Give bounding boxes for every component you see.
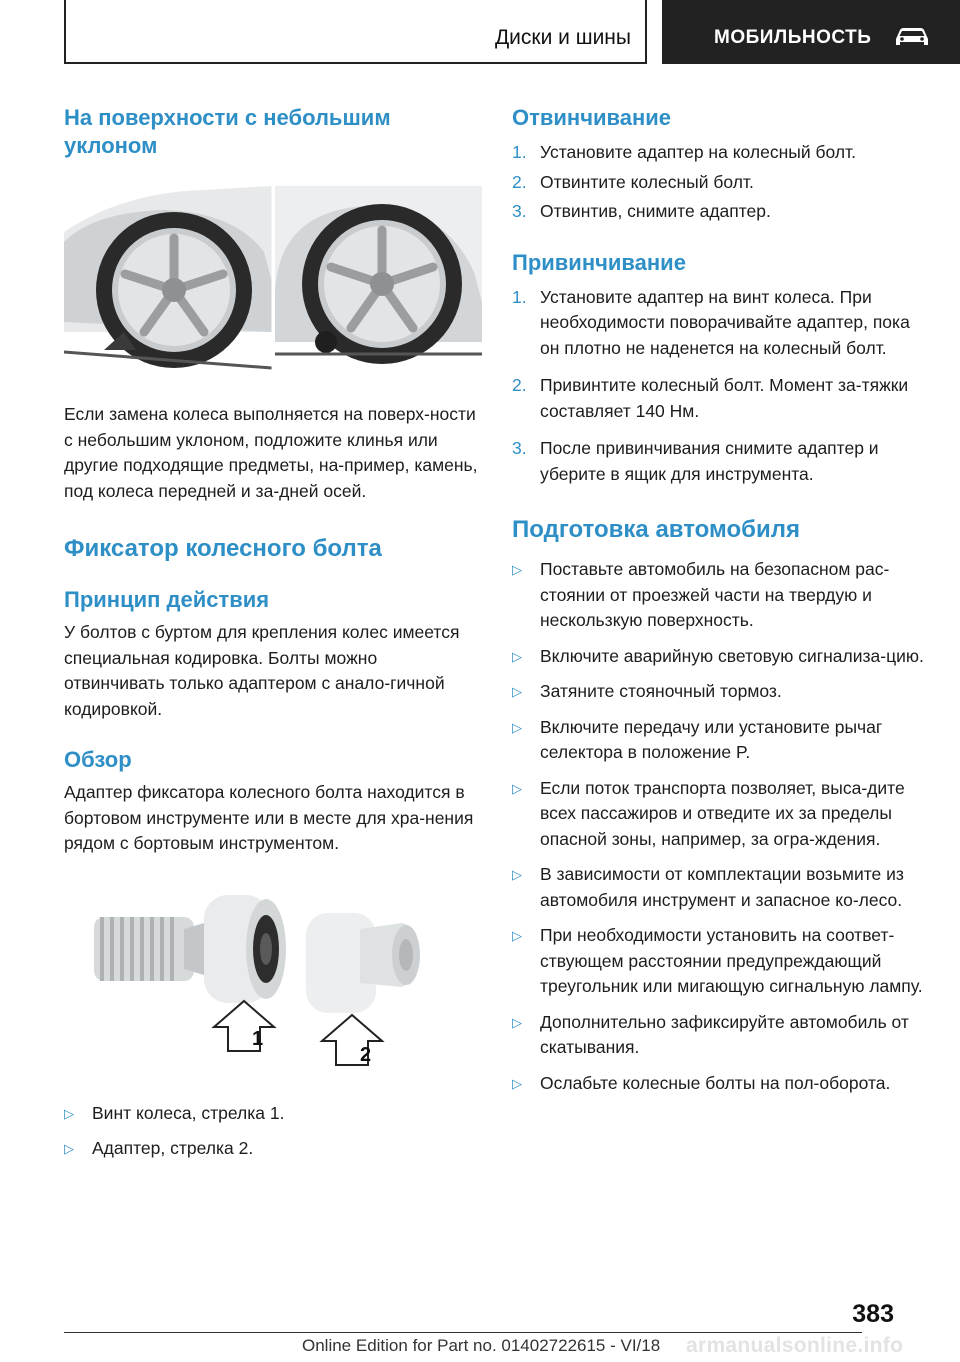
list-item: 3. После привинчивания снимите адаптер и уберите в ящик для инструмента.	[512, 438, 879, 484]
rear-wheel-photo	[275, 186, 482, 364]
footer-divider	[64, 1332, 862, 1333]
arrow-1	[214, 1001, 274, 1051]
list-item: ▷ Включите передачу или установите рычаг селектора в положение P.	[512, 716, 883, 762]
list-item: ▷ В зависимости от комплектации возьмите из автомобиля инструмент и запасное ко-лесо.	[512, 864, 904, 910]
legend-item: ▷ Адаптер, стрелка 2.	[64, 1136, 482, 1162]
watermark: armanualsonline.info	[686, 1334, 904, 1357]
left-column	[64, 104, 482, 1162]
page-number: 383	[852, 1300, 894, 1328]
overview-text: Адаптер фиксатора колесного болта находится в бортовом инструменте или в месте для хра-нения рядом с бортовым инструментом.	[64, 782, 474, 853]
arrow-label-2: 2	[360, 1043, 372, 1066]
list-item: ▷ Включите аварийную световую сигнализа-цию.	[512, 644, 928, 670]
wheel-lock-heading: Фиксатор колесного болта	[64, 535, 382, 562]
bullet-triangle-icon: ▷	[512, 684, 522, 699]
list-item: ▷ При необходимости установить на соответ-ствующем расстоянии предупреждающий треугольник или мигающую сигнальную лампу.	[512, 925, 923, 996]
figure-legend	[64, 1101, 482, 1162]
bullet-triangle-icon: ▷	[64, 1141, 74, 1156]
header-section-box	[64, 0, 647, 64]
right-column	[512, 104, 928, 1096]
wheel-bolt-illustration	[94, 895, 286, 1003]
list-item: 2. Привинтите колесный болт. Момент за-тяжки составляет 140 Нм.	[512, 375, 909, 421]
arrow-2	[322, 1015, 382, 1065]
principle-heading: Принцип действия	[64, 587, 270, 612]
slope-text: Если замена колеса выполняется на поверх-ности с небольшим уклоном, подложите клинья или другие подходящие предметы, на-пример, камень, под колеса передней и за-дней осей.	[64, 404, 478, 501]
bullet-triangle-icon: ▷	[512, 562, 522, 577]
header-chapter-title: МОБИЛЬНОСТЬ	[714, 27, 872, 48]
footer-edition: Online Edition for Part no. 01402722615 - VI/18	[302, 1336, 661, 1355]
list-item: ▷ Ослабьте колесные болты на пол-оборота.	[512, 1071, 928, 1097]
bullet-triangle-icon: ▷	[64, 1105, 74, 1121]
bullet-triangle-icon: ▷	[512, 867, 522, 882]
screw-heading: Привинчивание	[512, 249, 686, 275]
bullet-triangle-icon: ▷	[512, 928, 522, 943]
list-item: ▷ Если поток транспорта позволяет, выса-дите всех пассажиров и отведите их за пределы опасной зоны, например, за огра-ждения.	[512, 777, 905, 849]
bullet-triangle-icon: ▷	[512, 780, 522, 796]
header-section-title: Диски и шины	[494, 26, 631, 49]
list-item: ▷ Поставьте автомобиль на безопасном рас-стоянии от проезжей части на твердую и нескользкую поверхность.	[512, 559, 890, 630]
car-icon	[892, 24, 932, 48]
vehicle-prep-heading: Подготовка автомобиля	[512, 516, 800, 543]
list-item: 1. Установите адаптер на колесный болт.	[512, 142, 856, 162]
overview-heading: Обзор	[64, 747, 132, 772]
screw-steps	[512, 285, 928, 488]
bolt-adapter-figure	[64, 883, 482, 1083]
list-item: 3. Отвинтив, снимите адаптер.	[512, 201, 771, 221]
list-item: ▷ Дополнительно зафиксируйте автомобиль от скатывания.	[512, 1011, 909, 1057]
legend-item: ▷ Винт колеса, стрелка 1.	[64, 1101, 482, 1127]
wheel-chocks-figure	[64, 172, 482, 372]
slope-heading: На поверхности с небольшим уклоном	[64, 105, 391, 158]
bullet-triangle-icon: ▷	[512, 648, 522, 664]
list-item: 2. Отвинтите колесный болт.	[512, 171, 754, 192]
arrow-label-1: 1	[252, 1027, 264, 1050]
bullet-triangle-icon: ▷	[512, 719, 522, 735]
list-item: 1. Установите адаптер на винт колеса. При необходимости поворачивайте адаптер, пока он плотно не наденется на колесный болт.	[512, 286, 910, 358]
unscrew-heading: Отвинчивание	[512, 105, 672, 130]
principle-text: У болтов с буртом для крепления колес имеется специальная кодировка. Болты можно отвинчивать только адаптером с анало-гичной кодировкой.	[64, 622, 460, 719]
header-chapter-box	[662, 0, 960, 64]
adapter-illustration	[306, 913, 420, 1013]
unscrew-steps	[512, 140, 928, 225]
bullet-triangle-icon: ▷	[512, 1075, 522, 1091]
vehicle-prep-list	[512, 557, 928, 1096]
bullet-triangle-icon: ▷	[512, 1014, 522, 1030]
list-item: ▷ Затяните стояночный тормоз.	[512, 679, 928, 705]
